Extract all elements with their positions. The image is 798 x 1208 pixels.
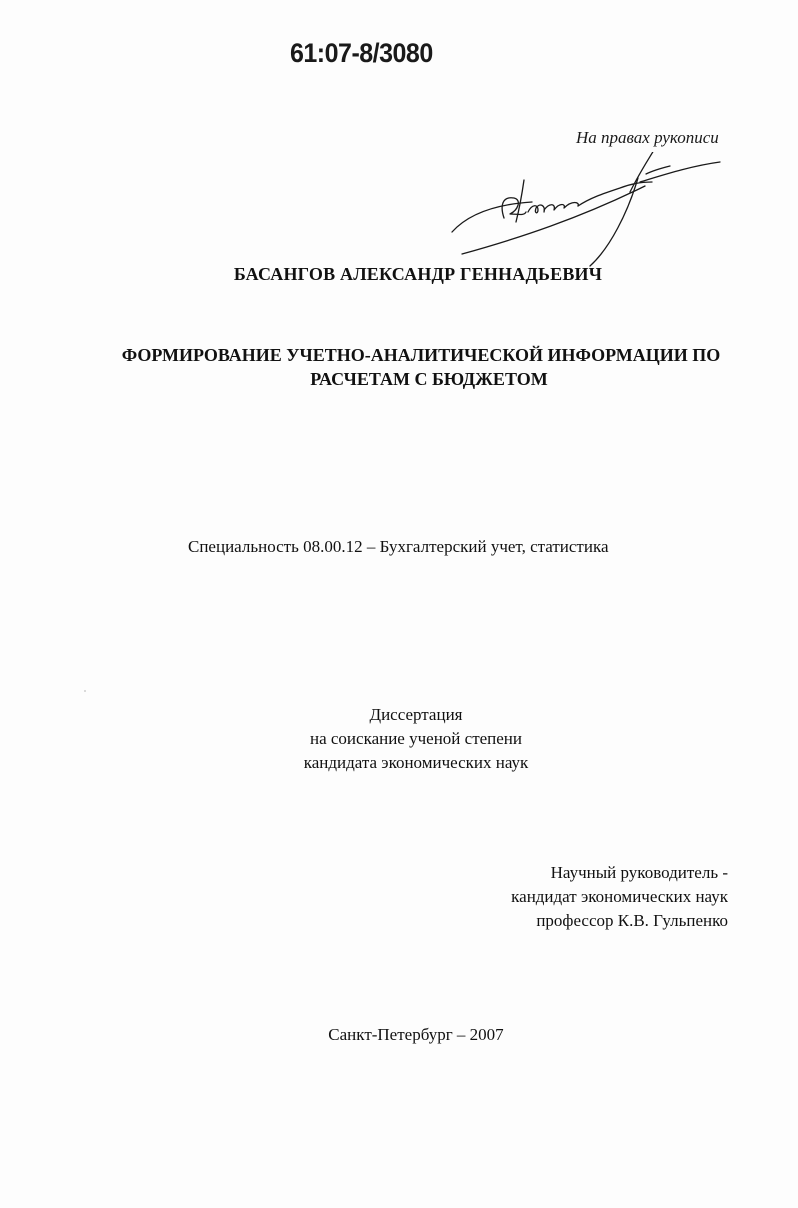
specialty: Специальность 08.00.12 – Бухгалтерский учет, статистика bbox=[188, 537, 609, 556]
manuscript-note: На правах рукописи bbox=[576, 128, 719, 147]
place-and-year-text: Санкт-Петербург – 2007 bbox=[328, 1025, 504, 1044]
scan-speck bbox=[84, 690, 86, 692]
dissertation-line-3: кандидата экономических наук bbox=[303, 753, 529, 772]
title-line-1: ФОРМИРОВАНИЕ УЧЕТНО-АНАЛИТИЧЕСКОЙ ИНФОРМАЦИИ ПО bbox=[121, 345, 721, 365]
dissertation-block bbox=[0, 703, 798, 775]
dissertation-line-1: Диссертация bbox=[369, 705, 463, 724]
place-and-year bbox=[0, 1025, 798, 1045]
dissertation-line-2: на соискание ученой степени bbox=[309, 729, 523, 748]
title-line-2: РАСЧЕТАМ С БЮДЖЕТОМ bbox=[310, 369, 548, 389]
author-name-text: БАСАНГОВ АЛЕКСАНДР ГЕННАДЬЕВИЧ bbox=[233, 264, 603, 284]
supervisor-line-1: Научный руководитель - bbox=[550, 863, 728, 882]
supervisor-line-2: кандидат экономических наук bbox=[511, 887, 728, 906]
archive-number: 61:07-8/3080 bbox=[290, 38, 433, 69]
signature-image bbox=[440, 152, 730, 282]
supervisor-line-3: профессор К.В. Гульпенко bbox=[536, 911, 728, 930]
author-name bbox=[0, 264, 798, 285]
supervisor-block bbox=[511, 861, 728, 933]
dissertation-title bbox=[0, 343, 798, 391]
